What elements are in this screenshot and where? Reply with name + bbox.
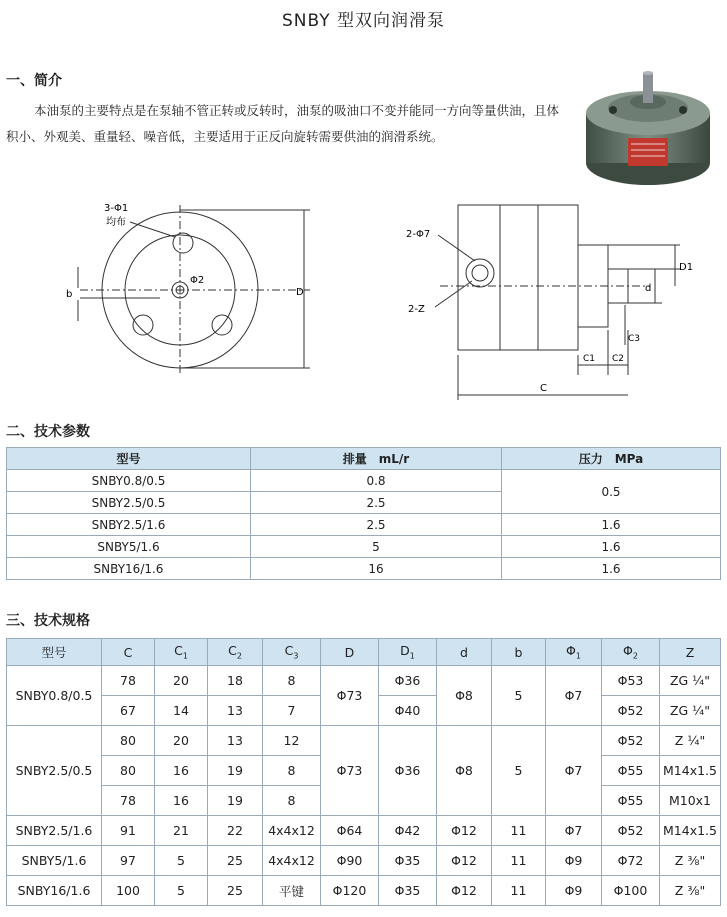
table-cell: 平键 bbox=[263, 876, 321, 906]
table-cell: 100 bbox=[102, 876, 155, 906]
table-cell: 2 bbox=[236, 651, 242, 661]
table-cell: 18 bbox=[208, 666, 263, 696]
table-cell: Φ8 bbox=[437, 666, 492, 726]
table-cell: D bbox=[400, 643, 410, 659]
holes-note: 均布 bbox=[106, 217, 126, 228]
table-cell: Φ90 bbox=[321, 846, 379, 876]
table-cell: 14 bbox=[155, 696, 208, 726]
col-header: 压力 MPa bbox=[502, 448, 721, 470]
table-cell: Z ⅜" bbox=[660, 876, 721, 906]
front-view-drawing bbox=[60, 195, 380, 410]
table-cell: SNBY16/1.6 bbox=[7, 558, 251, 580]
table-cell: Φ100 bbox=[602, 876, 660, 906]
col-header: b bbox=[492, 639, 546, 666]
table-cell: 80 bbox=[102, 756, 155, 786]
table-cell: Φ7 bbox=[546, 726, 602, 816]
params-table bbox=[6, 447, 721, 580]
table-cell: C bbox=[284, 643, 294, 659]
table-cell: 5 bbox=[155, 876, 208, 906]
table-cell: 21 bbox=[155, 816, 208, 846]
section-specs-heading: 三、技术规格 bbox=[6, 613, 90, 629]
table-cell: 3 bbox=[293, 651, 299, 661]
table-cell: SNBY5/1.6 bbox=[7, 846, 102, 876]
table-cell: Φ8 bbox=[437, 726, 492, 816]
table-cell: ZG ¼" bbox=[660, 666, 721, 696]
table-cell: C bbox=[228, 643, 237, 659]
table-cell: 5 bbox=[155, 846, 208, 876]
side-view-drawing bbox=[400, 195, 720, 410]
table-cell: 1.6 bbox=[502, 558, 721, 580]
C1-label: C1 bbox=[583, 354, 596, 364]
table-cell: 2 bbox=[632, 651, 638, 661]
table-cell: Φ55 bbox=[602, 786, 660, 816]
table-cell: Φ9 bbox=[546, 876, 602, 906]
table-cell: 20 bbox=[155, 726, 208, 756]
table-cell: 4x4x12 bbox=[263, 816, 321, 846]
table-cell: Φ12 bbox=[437, 846, 492, 876]
table-cell: 16 bbox=[251, 558, 502, 580]
table-cell: 19 bbox=[208, 786, 263, 816]
table-cell: Φ52 bbox=[602, 696, 660, 726]
table-cell: 5 bbox=[251, 536, 502, 558]
table-row bbox=[7, 536, 721, 558]
table-cell: 8 bbox=[263, 666, 321, 696]
col-header: 型号 bbox=[7, 639, 102, 666]
table-cell: 1.6 bbox=[502, 536, 721, 558]
table-cell: Φ40 bbox=[379, 696, 437, 726]
table-cell: 11 bbox=[492, 816, 546, 846]
table-cell: 0.8 bbox=[251, 470, 502, 492]
table-cell: 2.5 bbox=[251, 514, 502, 536]
col-header bbox=[208, 639, 263, 666]
col-header: Z bbox=[660, 639, 721, 666]
table-cell: Φ53 bbox=[602, 666, 660, 696]
table-cell: 4x4x12 bbox=[263, 846, 321, 876]
table-cell: 16 bbox=[155, 756, 208, 786]
page-title: SNBY 型双向润滑泵 bbox=[281, 11, 446, 31]
section-params-heading: 二、技术参数 bbox=[6, 424, 90, 440]
table-cell: 19 bbox=[208, 756, 263, 786]
table-cell: 2.5 bbox=[251, 492, 502, 514]
D-label: D bbox=[296, 287, 304, 298]
table-cell: 8 bbox=[263, 756, 321, 786]
table-cell: 13 bbox=[208, 726, 263, 756]
table-cell: Φ36 bbox=[379, 666, 437, 696]
table-row bbox=[7, 470, 721, 492]
table-cell: Φ bbox=[623, 643, 633, 659]
table-row bbox=[7, 558, 721, 580]
table-cell: SNBY0.8/0.5 bbox=[7, 470, 251, 492]
table-cell: 1.6 bbox=[502, 514, 721, 536]
col-header: d bbox=[437, 639, 492, 666]
table-row bbox=[7, 726, 721, 756]
table-cell: 13 bbox=[208, 696, 263, 726]
table-cell: 1 bbox=[575, 651, 581, 661]
table-cell: 5 bbox=[492, 666, 546, 726]
table-cell: Φ12 bbox=[437, 816, 492, 846]
table-cell: 16 bbox=[155, 786, 208, 816]
table-cell: 25 bbox=[208, 846, 263, 876]
col-header bbox=[546, 639, 602, 666]
table-row bbox=[7, 816, 721, 846]
col-header: 排量 mL/r bbox=[251, 448, 502, 470]
col-header bbox=[379, 639, 437, 666]
table-cell: Φ36 bbox=[379, 726, 437, 816]
specs-table bbox=[6, 638, 721, 906]
table-cell: Φ72 bbox=[602, 846, 660, 876]
table-cell: 0.5 bbox=[502, 470, 721, 514]
table-cell: 22 bbox=[208, 816, 263, 846]
table-cell: Z ⅜" bbox=[660, 846, 721, 876]
table-cell: ZG ¼" bbox=[660, 696, 721, 726]
col-header: C bbox=[102, 639, 155, 666]
z-label: 2-Z bbox=[408, 304, 425, 315]
table-cell: 11 bbox=[492, 846, 546, 876]
ports-label: 2-Φ7 bbox=[406, 229, 431, 240]
table-cell: Φ7 bbox=[546, 666, 602, 726]
table-cell: Φ12 bbox=[437, 876, 492, 906]
table-cell: SNBY2.5/1.6 bbox=[7, 816, 102, 846]
table-cell: 78 bbox=[102, 666, 155, 696]
col-header: D bbox=[321, 639, 379, 666]
phi2-label: Φ2 bbox=[190, 275, 205, 286]
d-label: d bbox=[645, 283, 652, 294]
col-header: 型号 bbox=[7, 448, 251, 470]
table-cell: Φ52 bbox=[602, 726, 660, 756]
C2-label: C2 bbox=[612, 354, 625, 364]
table-cell: 25 bbox=[208, 876, 263, 906]
C3-label: C3 bbox=[628, 334, 641, 344]
table-cell: Φ120 bbox=[321, 876, 379, 906]
table-cell: 1 bbox=[409, 651, 415, 661]
table-cell: SNBY5/1.6 bbox=[7, 536, 251, 558]
table-cell: 8 bbox=[263, 786, 321, 816]
table-cell: M14x1.5 bbox=[660, 756, 721, 786]
table-cell: Φ35 bbox=[379, 876, 437, 906]
table-cell: 67 bbox=[102, 696, 155, 726]
section-intro-heading: 一、简介 bbox=[6, 73, 62, 89]
col-header bbox=[155, 639, 208, 666]
table-cell: Φ73 bbox=[321, 666, 379, 726]
table-cell: 80 bbox=[102, 726, 155, 756]
table-cell: 91 bbox=[102, 816, 155, 846]
intro-text: 本油泵的主要特点是在泵轴不管正转或反转时，油泵的吸油口不变并能同一方向等量供油，且体积小、外观美、重量轻、噪音低，主要适用于正反向旋转需要供油的润滑系统。 bbox=[6, 103, 560, 144]
table-cell: 11 bbox=[492, 876, 546, 906]
table-cell: SNBY2.5/0.5 bbox=[7, 492, 251, 514]
table-cell: 12 bbox=[263, 726, 321, 756]
table-cell: Z ¼" bbox=[660, 726, 721, 756]
table-cell: Φ52 bbox=[602, 816, 660, 846]
table-cell: M14x1.5 bbox=[660, 816, 721, 846]
table-cell: M10x1 bbox=[660, 786, 721, 816]
table-row bbox=[7, 846, 721, 876]
table-cell: Φ bbox=[566, 643, 576, 659]
table-cell: SNBY2.5/1.6 bbox=[7, 514, 251, 536]
table-row bbox=[7, 666, 721, 696]
table-cell: SNBY0.8/0.5 bbox=[7, 666, 102, 726]
table-cell: Φ73 bbox=[321, 726, 379, 816]
table-cell: SNBY16/1.6 bbox=[7, 876, 102, 906]
pump-photo bbox=[573, 68, 723, 193]
col-header bbox=[263, 639, 321, 666]
D1-label: D1 bbox=[679, 262, 694, 273]
table-cell: 5 bbox=[492, 726, 546, 816]
table-cell: 7 bbox=[263, 696, 321, 726]
table-cell: 97 bbox=[102, 846, 155, 876]
table-cell: 20 bbox=[155, 666, 208, 696]
table-cell: Φ9 bbox=[546, 846, 602, 876]
col-header bbox=[602, 639, 660, 666]
table-cell: 78 bbox=[102, 786, 155, 816]
table-cell: Φ55 bbox=[602, 756, 660, 786]
table-cell: Φ64 bbox=[321, 816, 379, 846]
C-label: C bbox=[540, 383, 547, 394]
table-row bbox=[7, 876, 721, 906]
table-row bbox=[7, 514, 721, 536]
table-cell: Φ35 bbox=[379, 846, 437, 876]
table-cell: Φ7 bbox=[546, 816, 602, 846]
table-cell: SNBY2.5/0.5 bbox=[7, 726, 102, 816]
table-cell: C bbox=[174, 643, 183, 659]
table-cell: Φ42 bbox=[379, 816, 437, 846]
table-cell: 1 bbox=[182, 651, 188, 661]
holes-label: 3-Φ1 bbox=[104, 203, 129, 214]
b-label: b bbox=[66, 289, 73, 300]
